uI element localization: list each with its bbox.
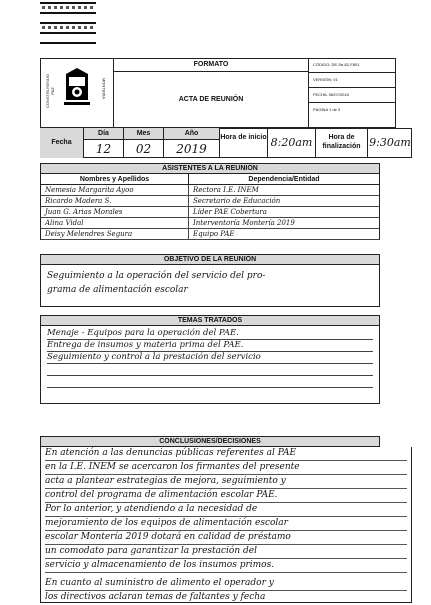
fin-value: 9:30am: [369, 136, 411, 149]
objetivo-line: grama de alimentación escolar: [47, 285, 188, 295]
logo-right-text: MONTERÍA: [101, 77, 107, 100]
fecha-label: Fecha: [40, 128, 84, 158]
conclusion-line: escolar Montería 2019 dotará en calidad de préstamo: [45, 531, 407, 545]
conclusion-line: los directivos aclaran temas de faltantes y fecha: [45, 591, 407, 603]
asistente-entidad: Equipo PAE: [193, 230, 235, 238]
table-row: [40, 218, 380, 229]
inicio-value: 8:20am: [268, 128, 316, 158]
inicio-label: Hora de inicio: [220, 128, 268, 158]
asistente-nombre: Ricardo Madera S.: [41, 196, 189, 206]
conclusion-line: un comodato para garantizar la prestación del: [45, 545, 407, 559]
tema-empty-line: [47, 364, 373, 376]
asistentes-title: ASISTENTES A LA REUNIÓN: [40, 163, 380, 174]
temas-body: [40, 326, 380, 404]
mes-label: Mes: [124, 128, 164, 140]
tema-line: Entrega de insumos y materia prima del PAE.: [47, 340, 373, 352]
conclusion-line: Por lo anterior, y atendiendo a la necesidad de: [45, 503, 407, 517]
asistente-entidad: Interventoría Montería 2019: [193, 219, 295, 227]
asistente-entidad: Líder PAE Cobertura: [193, 208, 267, 216]
header-version: VERSIÓN: 01: [309, 73, 396, 88]
objetivo-body: [40, 265, 380, 307]
asistentes-table: [40, 185, 380, 240]
dia-value: 12: [84, 140, 124, 158]
table-row: [40, 229, 380, 240]
ano-value: 2019: [164, 140, 220, 158]
header-logo-cell: [40, 58, 114, 128]
header-date: FECHA: 06/07/2018: [309, 88, 396, 103]
asistente-nombre: Deisy Melendres Segura: [41, 229, 189, 239]
header-title: ACTA DE REUNIÓN: [178, 96, 244, 103]
conclusion-line: mejoramiento de los equipos de alimentación escolar: [45, 517, 407, 531]
ano-label: Año: [164, 128, 220, 140]
tema-empty-line: [47, 388, 373, 399]
table-row: [40, 196, 380, 207]
tema-line: Seguimiento y control a la prestación del servicio: [47, 352, 373, 364]
header-top-label: FORMATO: [114, 58, 308, 72]
tema-line: Menaje - Equipos para la operación del PAE.: [47, 328, 373, 340]
mes-value: 02: [124, 140, 164, 158]
table-row: [40, 207, 380, 218]
asistente-nombre: Nemesia Margarita Ayoo: [41, 185, 189, 195]
conclusiones-title: CONCLUSIONES/DECISIONES: [40, 436, 380, 447]
conclusion-line: en la I.E. INEM se acercaron los firmantes del presente: [45, 461, 407, 475]
table-row: [40, 185, 380, 196]
header-page: PÁGINA 1 de 3: [313, 107, 341, 112]
conclusion-line: servicio y almacenamiento de los insumos primos.: [45, 559, 407, 573]
header-meta-cell: [308, 58, 396, 128]
header-code: CÓDIGO: DE-Se-82-F801: [309, 58, 396, 73]
conclusion-line: control del programa de alimentación escolar PAE.: [45, 489, 407, 503]
conclusion-line: acta a plantear estrategias de mejora, seguimiento y: [45, 475, 407, 489]
conclusion-line: En atención a las denuncias públicas referentes al PAE: [45, 447, 407, 461]
asistentes-header-nombre: Nombres y Apellidos: [40, 174, 188, 185]
objetivo-line: Seguimiento a la operación del servicio del pro-: [47, 271, 266, 281]
asistentes-header-entidad: Dependencia/Entidad: [188, 174, 380, 185]
asistente-entidad: Rectora I.E. INEM: [193, 186, 259, 194]
asistente-nombre: Alina Vidal: [41, 218, 189, 228]
conclusiones-body: [40, 447, 412, 603]
dia-label: Día: [84, 128, 124, 140]
asistente-nombre: Juan G. Arias Morales: [41, 207, 189, 217]
objetivo-title: OBJETIVO DE LA REUNIÓN: [40, 254, 380, 265]
logo-left-text: CONSTRUYENDO PAZ: [45, 74, 55, 109]
fin-label: Hora de finalización: [316, 128, 368, 158]
tema-empty-line: [47, 376, 373, 388]
asistente-entidad: Secretario de Educación: [193, 197, 281, 205]
conclusion-line: En cuanto al suministro de alimento el operador y: [45, 577, 407, 591]
binder-marks: [38, 0, 100, 48]
temas-title: TEMAS TRATADOS: [40, 315, 380, 326]
